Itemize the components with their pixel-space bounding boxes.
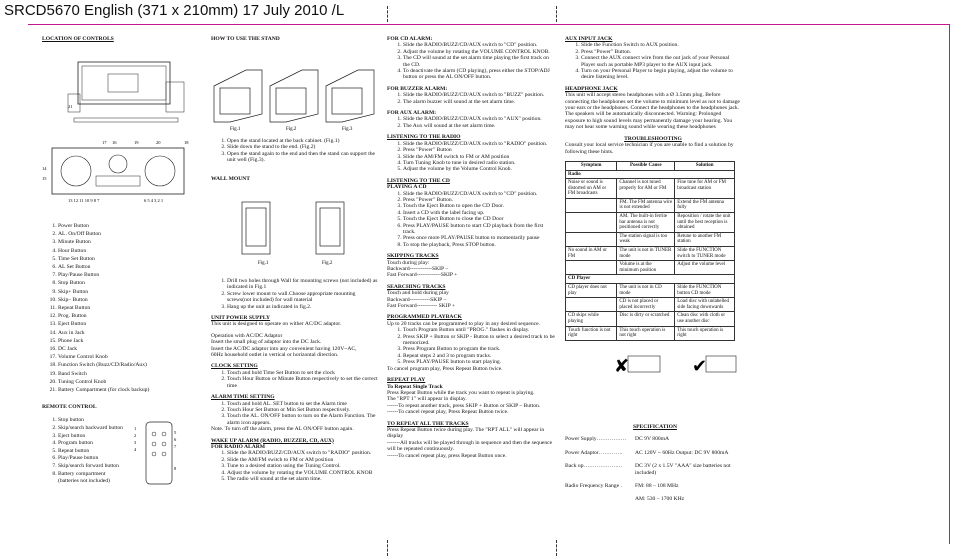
table-row (566, 261, 735, 275)
remote-item: 4. Program button (58, 440, 142, 448)
table-row (566, 284, 735, 298)
table-cell: The unit is not in CD mode (617, 284, 675, 298)
remote-label: 4 (134, 447, 137, 452)
acdc-line: 60Hz household outlet in vertical or horizontal direction. (211, 352, 339, 359)
stand-steps (211, 138, 381, 182)
table-cell: Extend the FM antenna fully (675, 198, 735, 212)
column-location (42, 36, 202, 42)
control-item: 14. Aux in Jack (58, 329, 202, 337)
radio-step: 5. Adjust the volume by the Volume Control Knob. (403, 166, 555, 172)
cd-step: 5. Touch the Eject Button to close the CD Door (403, 216, 555, 222)
stand-step: 1. Open the stand located at the back cabinet. (Fig.1) (227, 138, 381, 144)
cross-icon: ✘ (614, 356, 630, 376)
fold-mark (556, 540, 557, 556)
spec-label: Back up………………… (565, 463, 623, 470)
power-text: This unit is designed to operate on wither AC/DC adaptor. (211, 321, 342, 328)
column-aux (565, 36, 741, 341)
skip-line: Backward------------SKIP – (387, 266, 449, 272)
table-cell: FM. The FM antenna wire is not extended (617, 198, 675, 212)
wall-step: 3. Hang up the unit as indicated in fig.2. (227, 304, 381, 310)
table-row (566, 298, 735, 312)
table-cell: Slide the FUNCTION button CD mode (675, 284, 735, 298)
aux-step: 4. Turn on your Personal Player to begin playing, adjust the volume to desire listening level. (581, 68, 741, 81)
alarm-step: 3. Touch the AL. ON/OFF button to turn on the Alarm Function. The alarm icon appears. (227, 413, 381, 426)
table-cell: Volume is at the minimum position (617, 261, 675, 275)
wake-step: 1. Slide the RADIO/BUZZ/CD/AUX switch to "RADIO" position. (227, 450, 381, 456)
fig-label: Fig.1 (258, 261, 269, 266)
spec-value: FM: 88 – 108 MHz (635, 483, 679, 490)
aux-step: 1. Slide the Function Switch to AUX position. (581, 42, 741, 48)
spec-label (565, 496, 635, 502)
diagram-label: 19 (134, 140, 139, 145)
spec-heading: SPECIFICATION (632, 424, 678, 430)
cd-step: 4. Insert a CD with the label facing up. (403, 210, 555, 216)
search-line: Backward-----------SKIP – (387, 296, 447, 303)
clock-step: 1. Touch and hold Time Set Button to set the clock (227, 370, 381, 376)
diagram-label: 20 (156, 140, 161, 145)
repeat-all-line: ------To cancel repeat play, press Repeat Button once. (387, 452, 507, 459)
repeat-single-line: ------To repeat another track, press SKIP + Button or SKIP – Button. (387, 402, 541, 409)
control-item: 9. Skip+ Button (58, 288, 202, 296)
trouble-heading: TROUBLESHOOTING (624, 135, 682, 142)
aux-step: 3. Connect the AUX connect wire from the out jack of your Personal Player such as portable MP3 player to the AUX input jack. (581, 55, 741, 68)
buzzer-step: 1. Slide the RADIO/BUZZ/CD/AUX switch to "BUZZ" position. (403, 92, 555, 98)
diagram-label: 14 (42, 166, 47, 171)
cd-alarm-step: 3. The CD will sound at the set alarm time playing the first track on the CD. (403, 55, 555, 68)
remote-item: 3. Eject button (58, 433, 142, 441)
buzzer-step: 2. The alarm buzzer will sound at the set alarm time. (403, 99, 555, 105)
headphone-text: This unit will accept stereo headphones with a Ø 3.5mm plug. Before connecting the headphones set the volume to minimum level as not to damage your ears or the headphones. Connect the headphones to the headphones jack. The speakers will be automatically disconnected. Warning: Prolonged exposure to high sound levels may permanently damage your hearing. You may not hear some warning sound while wearing these headphones (565, 92, 740, 131)
wake-step: 2. Slide the AM/FM switch to FM or AM position (227, 457, 381, 463)
program-step: 3. Press Program Button to program the track. (403, 346, 555, 352)
cd-alarm-step: 1. Slide the RADIO/BUZZ/CD/AUX switch to "CD" position. (403, 42, 555, 48)
buzzer-heading: FOR BUZZER ALARM: (387, 85, 448, 92)
spec-row (565, 463, 745, 476)
table-cell: Adjust the volume level (675, 261, 735, 275)
table-cell: CD skips while playing (566, 312, 617, 326)
table-cell: Disc is dirty or scratched (617, 312, 675, 326)
column-cd (387, 36, 555, 459)
table-cell: Reposition / rotate the unit until the best reception is obtained (675, 213, 735, 233)
diagram-label: 13 12 11 10 9 8 7 (68, 198, 100, 202)
remote-label: 7 (174, 444, 177, 449)
program-step: 2. Press SKIP + Button or SKIP - Button to select a desired track to be memorized. (403, 334, 555, 347)
spec-label: Power Adaptor…………. (565, 449, 623, 456)
spec-row (565, 436, 745, 442)
spec-value: AM: 530 – 1700 KHz (635, 496, 685, 503)
table-row (566, 312, 735, 326)
table-row (566, 232, 735, 246)
program-step: 4. Repeat steps 2 and 3 to program tracks. (403, 353, 555, 359)
control-item: 13. Eject Button (58, 320, 202, 328)
spec-row (565, 483, 745, 489)
radio-step: 3. Slide the AM/FM switch to FM or AM position (403, 154, 555, 160)
unit-diagram (38, 52, 198, 202)
spec-label: Power Supply……………. (565, 436, 626, 443)
remote-item: 1. Stop button (58, 417, 142, 425)
repeat-single-line: ------To cancel repeat play, Press Repeat Button twice. (387, 409, 509, 416)
diagram-label: 16 (112, 140, 117, 145)
control-item: 12. Prog. Button (58, 312, 202, 320)
wall-heading: WALL MOUNT (211, 175, 251, 182)
document-title: SRCD5670 English (371 x 210mm) 17 July 2010 /L (4, 2, 345, 19)
check-icon: ✔ (692, 356, 708, 376)
trouble-intro: Consult your local service technician if you are unable to find a solution by following these hints. (565, 142, 734, 155)
cd-step: 8. To stop the playback, Press STOP button. (403, 242, 555, 248)
fold-mark (387, 540, 388, 556)
specification (565, 424, 745, 510)
table-cell: This touch operation is right (675, 326, 735, 340)
wake-step: 3. Tune to a desired station using the Tuning Control. (227, 463, 381, 469)
aux-alarm-step: 2. The Aux will sound at the set alarm time. (403, 123, 555, 129)
fold-mark (556, 6, 557, 22)
wall-figures (218, 198, 368, 266)
spec-row (565, 450, 745, 456)
cd-alarm-step: 4. To deactivate the alarm (CD playing), press either the STOP/ADJ button or press the AL ON/OFF button. (403, 68, 555, 81)
troubleshooting-table (565, 161, 735, 341)
column-stand (211, 36, 381, 42)
remote-note: (batteries not included) (58, 478, 110, 485)
aux-alarm-heading: FOR AUX ALARM: (387, 110, 437, 117)
remote-label: 6 (174, 437, 177, 442)
wall-steps (211, 278, 381, 482)
cd-heading: LISTENING TO THE CD (387, 177, 450, 184)
skip-line: Touch during play: (387, 259, 430, 266)
remote-item: 7. Skip/search forward button (58, 463, 142, 471)
skip-line: Fast Forward-------------SKIP + (387, 272, 458, 279)
remote-label: 1 (134, 426, 137, 431)
diagram-label: 17 (102, 140, 107, 145)
search-line: Fast Forward----------- SKIP + (387, 303, 456, 310)
table-cell: AM. The built-in ferrite bar antenna is not positioned correctly (617, 213, 675, 233)
table-cell: Touch function is not right (566, 326, 617, 340)
wake-step: 5. The radio will sound at the set alarm time. (227, 476, 381, 482)
table-cell: Noise or sound is distorted on AM or FM broadcasts (566, 179, 617, 199)
table-cell: Slide the FUNCTION switch to TUNER mode (675, 247, 735, 261)
cd-step: 3. Touch the Eject Button to open the CD Door. (403, 203, 555, 209)
alarm-note: Note. To turn off the alarm, press the AL ON/OFF button again. (211, 426, 354, 433)
remote-item: 5. Repeat button (58, 448, 142, 456)
location-heading: LOCATION OF CONTROLS (42, 36, 114, 42)
skip-heading: SKIPPING TRACKS (387, 253, 439, 260)
diagram-label: 21 (68, 104, 73, 109)
repeat-all-line: -------All tracks will be played through in sequence and then the sequence will be repeated continuously. (387, 439, 553, 453)
prog-heading: PROGRAMMED PLAYBACK (387, 314, 462, 321)
table-header: Solution (675, 161, 735, 170)
touch-icons (612, 350, 738, 378)
search-line: Touch and hold during play (387, 290, 449, 297)
spec-label: Radio Frequency Range . (565, 483, 622, 490)
prog-cancel: To cancel program play, Press Repeat Button twice. (387, 365, 503, 372)
control-item: 10. Skip– Button (58, 296, 202, 304)
table-row (566, 213, 735, 233)
control-item: 8. Stop Button (58, 279, 202, 287)
table-cell (566, 261, 617, 275)
controls-list (42, 222, 202, 394)
table-section: CD Player (566, 275, 735, 284)
control-item: 5. Time Set Button (58, 255, 202, 263)
remote-item: 8. Battery compartment (58, 471, 142, 479)
wall-step: 1. Drill two holes through Wall for mounting screws (not included) as indicated in Fig.1 (227, 278, 381, 291)
alarm-heading: ALARM TIME SETTING (211, 394, 275, 401)
cd-step: 7. Press once more PLAY/PAUSE button to momentarily pause (403, 235, 555, 241)
spec-value: AC 120V ~ 60Hz Output: DC 9V 800mA (635, 449, 729, 456)
table-row (566, 326, 735, 340)
control-item: 19. Band Switch (58, 370, 202, 378)
radio-heading: LISTENING TO THE RADIO (387, 134, 461, 141)
wake-subheading: FOR RADIO ALARM (211, 443, 266, 450)
spec-value: DC 9V 800mA (635, 436, 670, 443)
remote-item: 2. Skip/search backward button (58, 425, 142, 433)
repeat-single-line: Press Repeat Button while the track you want to repeat is playing. (387, 389, 535, 396)
table-cell: CD is not placed or placed incorrectly (617, 298, 675, 312)
control-item: 7. Play/Pause Button (58, 271, 202, 279)
stand-step: 3. Open the stand again to the end and then the stand can support the unit well (Fig.3). (227, 151, 381, 164)
wall-step: 2. Screw lower mount to wall.Choose appropriate mounting screws(not included) for wall material (227, 291, 381, 304)
table-cell (566, 198, 617, 212)
control-item: 18. Function Switch (Buzz/CD/Radio/Aux) (58, 361, 202, 369)
control-item: 3. Minute Button (58, 238, 202, 246)
program-step: 5. Press PLAY/PAUSE button to start playing. (403, 359, 555, 365)
fig-label: Fig.3 (342, 127, 353, 132)
alarm-step: 2. Touch Hour Set Button or Min Set Button respectively. (227, 407, 381, 413)
table-row (566, 198, 735, 212)
search-heading: SEARCHING TRACKS (387, 283, 446, 290)
control-item: 17. Volume Control Knob (58, 353, 202, 361)
headphone-heading: HEADPHONE JACK (565, 85, 618, 92)
repeat-all-line: Press Repeat Button twice during play. The "RPT ALL" will appear in display (387, 426, 545, 440)
table-header: Possible Cause (617, 161, 675, 170)
control-item: 2. AL. On/Off Button (58, 230, 202, 238)
control-item: 11. Repeat Button (58, 304, 202, 312)
prog-intro: Up to 20 tracks can be programmed to play in any desired sequence. (387, 320, 541, 327)
repeat-single-line: The "RPT 1" will appear in display. (387, 396, 467, 403)
stand-step: 2. Slide down the stand to the end. (Fig.2) (227, 144, 381, 150)
cd-step: 1. Slide the RADIO/BUZZ/CD/AUX switch to "CD" position. (403, 191, 555, 197)
table-cell: No sound in AM or FM (566, 247, 617, 261)
repeat-heading: REPEAT PLAY (387, 377, 426, 384)
radio-step: 1. Slide the RADIO/BUZZ/CD/AUX switch to "RADIO" position. (403, 141, 555, 147)
table-cell: Load disc with unlabelled side facing downwards (675, 298, 735, 312)
table-cell (566, 232, 617, 246)
stand-heading: HOW TO USE THE STAND (211, 36, 280, 42)
remote-label: 2 (134, 433, 137, 438)
wake-heading: WAKE UP ALARM (RADIO, BUZZER, CD, AUX) (211, 437, 334, 444)
alarm-step: 1. Touch and hold AL. SET button to set the Alarm time (227, 401, 381, 407)
table-cell: Fine tune for AM or FM broadcast station (675, 179, 735, 199)
cd-subheading: PLAYING A CD (387, 184, 427, 191)
control-item: 20. Tuning Control Knob (58, 378, 202, 386)
table-header: Symptom (566, 161, 617, 170)
remote-section (42, 404, 142, 485)
table-section: Radio (566, 170, 735, 179)
table-cell (566, 213, 617, 233)
control-item: 15. Phone Jack (58, 337, 202, 345)
aux-heading: AUX INPUT JACK (565, 36, 613, 42)
table-row (566, 179, 735, 199)
clock-heading: CLOCK SETTING (211, 363, 258, 370)
table-cell: Clean disc with cloth or use another disc (675, 312, 735, 326)
clock-step: 2. Touch Hour Button or Minute Button respectively to set the correct time (227, 376, 381, 389)
cd-alarm-step: 2. Adjust the volume by rotating the VOLUME CONTROL KNOB. (403, 49, 555, 55)
wake-step: 4. Adjust the volume by rotating the VOLUME CONTROL KNOB (227, 470, 381, 476)
spec-value: DC 3V (2 x 1.5V "AAA" size batteries not included) (635, 463, 731, 476)
repeat-single-heading: To Repeat Single Track (387, 383, 443, 390)
control-item: 1. Power Button (58, 222, 202, 230)
cd-alarm-heading: FOR CD ALARM: (387, 36, 433, 42)
remote-heading: REMOTE CONTROL (42, 404, 97, 410)
table-cell (566, 298, 617, 312)
diagram-label: 6 5 4 3 2 1 (144, 198, 164, 202)
acdc-line: Insert the AC/DC adaptor into any convenient having 120V~AC, (211, 345, 357, 352)
table-cell: Channel is not tuned properly for AM or FM (617, 179, 675, 199)
control-item: 21. Battery Compartment (for clock backup) (58, 386, 202, 394)
radio-step: 4. Turn Tuning Knob to tune in desired radio station. (403, 160, 555, 166)
fig-label: Fig.1 (230, 127, 241, 132)
cd-step: 6. Press PLAY/PAUSE button to start CD playback from the first track. (403, 223, 555, 236)
remote-label: 3 (134, 440, 137, 445)
aux-alarm-step: 1. Slide the RADIO/BUZZ/CD/AUX switch to "AUX" position. (403, 116, 555, 122)
control-item: 6. AL Set Button (58, 263, 202, 271)
aux-step: 2. Press "Power" Button. (581, 49, 741, 55)
power-heading: UNIT POWER SUPPLY (211, 315, 271, 322)
repeat-all-heading: TO REPEAT ALL THE TRACKS (387, 420, 469, 427)
cd-step: 2. Press "Power" Button. (403, 197, 555, 203)
table-cell: The unit is not in TUNER mode (617, 247, 675, 261)
remote-label: 8 (174, 466, 177, 471)
table-cell: The station signal is too weak (617, 232, 675, 246)
stand-figures (206, 56, 382, 132)
control-item: 16. DC Jack (58, 345, 202, 353)
diagram-label: 15 (42, 176, 47, 181)
table-cell: CD player does not play (566, 284, 617, 298)
radio-step: 2. Press "Power" Button (403, 147, 555, 153)
remote-label: 5 (174, 430, 177, 435)
diagram-label: 18 (184, 140, 189, 145)
table-row (566, 247, 735, 261)
remote-item: 6. Play/Pause button (58, 455, 142, 463)
fold-mark (387, 6, 388, 22)
table-cell: Retune to another FM station (675, 232, 735, 246)
spec-row (565, 496, 745, 502)
acdc-title: Operation with AC/DC Adaptor (211, 332, 283, 339)
remote-diagram (132, 420, 180, 486)
acdc-line: Insert the small plug of adaptor into the DC Jack. (211, 339, 322, 346)
table-cell: This touch operation is not right (617, 326, 675, 340)
fig-label: Fig.2 (286, 127, 297, 132)
control-item: 4. Hour Button (58, 247, 202, 255)
fig-label: Fig.2 (322, 261, 333, 266)
program-step: 1. Touch Program Button until "PROG." flashes in display. (403, 327, 555, 333)
